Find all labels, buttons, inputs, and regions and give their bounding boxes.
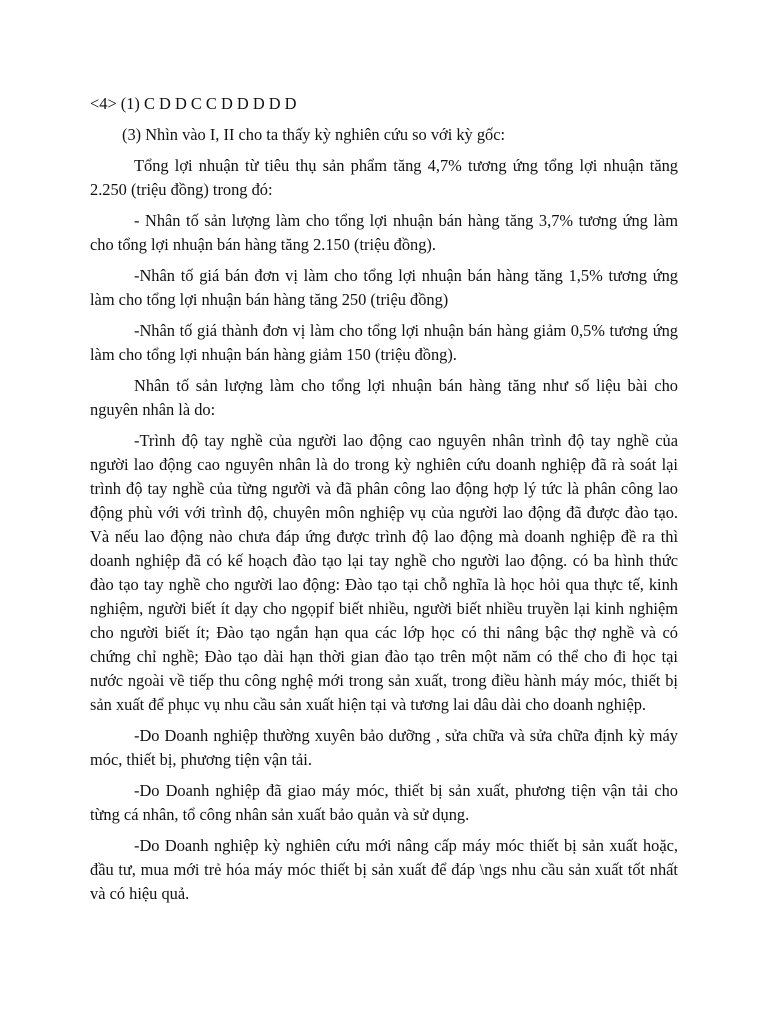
paragraph: -Trình độ tay nghề của người lao động cao nguyên nhân trình độ tay nghề của người lao động cao nguyên nhân là do trong kỳ nghiên cứu doanh nghiệp đã rà soát lại trình độ tay nghề của từng người và đã phân công lao động hợp lý tức là phân công lao động phù với với trình độ, chuyên môn nghiệp vụ của người lao động đã được đào tạo. Và nếu lao động nào chưa đáp ứng được trình độ lao động mà doanh nghiệp đề ra thì doanh nghiệp đã có kế hoạch đào tạo lại tay nghề cho người lao động. có ba hình thức đào tạo tay nghề cho người lao động: Đào tạo tại chỗ nghĩa là học hỏi qua thực tế, kinh nghiệm, người biết ít dạy cho ngọpif biết nhiều, người biết nhiều truyền lại kinh nghiệm cho người biết ít; Đào tạo ngắn hạn qua các lớp học có thi nâng bậc thợ nghề và có chứng chỉ nghề; Đào tạo dài hạn thời gian đào tạo trên một năm có thể cho đi học tại nước ngoài về tiếp thu công nghệ mới trong sản xuất, trong điều hành máy móc, thiết bị sản xuất để phục vụ nhu cầu sản xuất hiện tại và tương lai dâu dài cho doanh nghiệp. xyxy=(90,431,678,714)
paragraph: -Do Doanh nghiệp thường xuyên bảo dưỡng , sửa chữa và sửa chữa định kỳ máy móc, thiết bị, phương tiện vận tải. xyxy=(90,726,678,769)
paragraph: -Do Doanh nghiệp đã giao máy móc, thiết bị sản xuất, phương tiện vận tải cho từng cá nhân, tổ công nhân sản xuất bảo quản và sử dụng. xyxy=(90,781,678,824)
section-intro: (3) Nhìn vào I, II cho ta thấy kỳ nghiên cứu so với kỳ gốc: xyxy=(122,125,506,144)
answer-line: <4> (1) C D D C C D D D D D xyxy=(90,94,297,113)
paragraph: -Nhân tố giá bán đơn vị làm cho tổng lợi nhuận bán hàng tăng 1,5% tương ứng làm cho tổng lợi nhuận bán hàng tăng 250 (triệu đồng) xyxy=(90,266,678,309)
paragraph: Tổng lợi nhuận từ tiêu thụ sản phẩm tăng 4,7% tương ứng tổng lợi nhuận tăng 2.250 (triệu đồng) trong đó: xyxy=(90,156,678,199)
paragraph: -Nhân tố giá thành đơn vị làm cho tổng lợi nhuận bán hàng giảm 0,5% tương ứng làm cho tổng lợi nhuận bán hàng giảm 150 (triệu đồng). xyxy=(90,321,678,364)
paragraph: Nhân tố sản lượng làm cho tổng lợi nhuận bán hàng tăng như số liệu bài cho nguyên nhân là do: xyxy=(90,376,678,419)
paragraph: - Nhân tố sản lượng làm cho tổng lợi nhuận bán hàng tăng 3,7% tương ứng làm cho tổng lợi nhuận bán hàng tăng 2.150 (triệu đồng). xyxy=(90,211,678,254)
paragraph: -Do Doanh nghiệp kỳ nghiên cứu mới nâng cấp máy móc thiết bị sản xuất hoặc, đầu tư, mua mới trẻ hóa máy móc thiết bị sản xuất để đáp \ngs nhu cầu sản xuất tốt nhất và có hiệu quả. xyxy=(90,836,678,903)
document-page xyxy=(90,92,678,913)
